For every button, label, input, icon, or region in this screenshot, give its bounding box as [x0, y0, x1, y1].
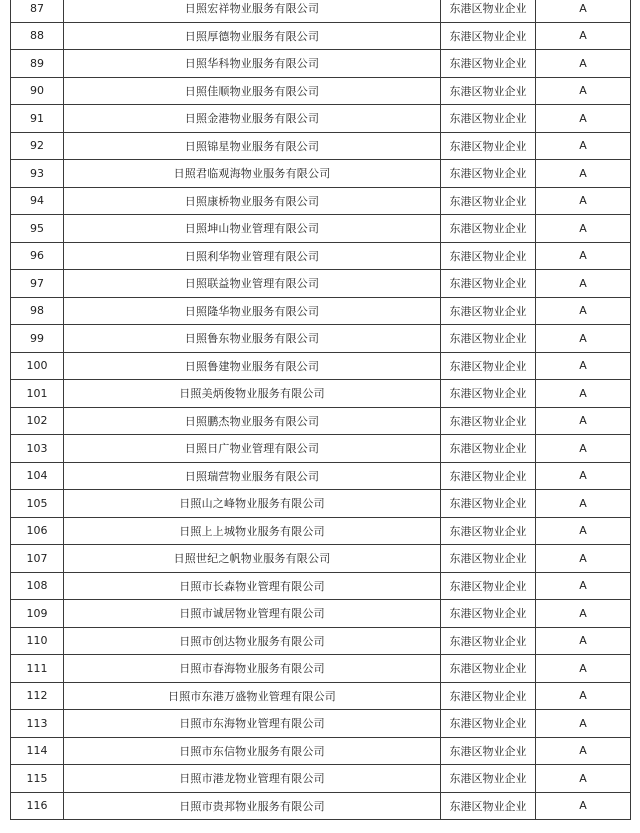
enterprise-category: 东港区物业企业 [441, 682, 536, 710]
enterprise-category: 东港区物业企业 [441, 0, 536, 22]
row-number: 116 [11, 792, 64, 820]
enterprise-category: 东港区物业企业 [441, 77, 536, 105]
company-name: 日照锦星物业服务有限公司 [64, 132, 441, 160]
company-name: 日照鲁建物业服务有限公司 [64, 352, 441, 380]
table-row [11, 132, 631, 160]
enterprise-category: 东港区物业企业 [441, 132, 536, 160]
company-name: 日照隆华物业服务有限公司 [64, 297, 441, 325]
table-row [11, 352, 631, 380]
credit-grade: A [536, 380, 631, 408]
row-number: 98 [11, 297, 64, 325]
credit-grade: A [536, 270, 631, 298]
credit-grade: A [536, 132, 631, 160]
credit-grade: A [536, 352, 631, 380]
company-name: 日照鲁东物业服务有限公司 [64, 325, 441, 353]
credit-grade: A [536, 682, 631, 710]
table-row [11, 105, 631, 133]
table-row [11, 572, 631, 600]
credit-grade: A [536, 297, 631, 325]
enterprise-category: 东港区物业企业 [441, 270, 536, 298]
row-number: 102 [11, 407, 64, 435]
company-name: 日照佳顺物业服务有限公司 [64, 77, 441, 105]
enterprise-category: 东港区物业企业 [441, 792, 536, 820]
table-row [11, 655, 631, 683]
enterprise-category: 东港区物业企业 [441, 710, 536, 738]
company-name: 日照日广物业管理有限公司 [64, 435, 441, 463]
enterprise-category: 东港区物业企业 [441, 407, 536, 435]
credit-grade: A [536, 765, 631, 793]
enterprise-category: 东港区物业企业 [441, 187, 536, 215]
company-name: 日照市港龙物业管理有限公司 [64, 765, 441, 793]
row-number: 91 [11, 105, 64, 133]
credit-grade: A [536, 105, 631, 133]
row-number: 111 [11, 655, 64, 683]
enterprise-category: 东港区物业企业 [441, 297, 536, 325]
company-rating-table [10, 0, 631, 820]
enterprise-category: 东港区物业企业 [441, 490, 536, 518]
company-name: 日照厚德物业服务有限公司 [64, 22, 441, 50]
company-name: 日照利华物业管理有限公司 [64, 242, 441, 270]
enterprise-category: 东港区物业企业 [441, 572, 536, 600]
enterprise-category: 东港区物业企业 [441, 215, 536, 243]
enterprise-category: 东港区物业企业 [441, 105, 536, 133]
table-row [11, 187, 631, 215]
table-row [11, 50, 631, 78]
table-row [11, 242, 631, 270]
company-name: 日照上上城物业服务有限公司 [64, 517, 441, 545]
row-number: 87 [11, 0, 64, 22]
enterprise-category: 东港区物业企业 [441, 600, 536, 628]
credit-grade: A [536, 435, 631, 463]
company-name: 日照宏祥物业服务有限公司 [64, 0, 441, 22]
company-name: 日照市东海物业管理有限公司 [64, 710, 441, 738]
row-number: 101 [11, 380, 64, 408]
row-number: 93 [11, 160, 64, 188]
table-row [11, 22, 631, 50]
credit-grade: A [536, 737, 631, 765]
enterprise-category: 东港区物业企业 [441, 22, 536, 50]
credit-grade: A [536, 627, 631, 655]
row-number: 103 [11, 435, 64, 463]
credit-grade: A [536, 572, 631, 600]
company-name: 日照市东港万盛物业管理有限公司 [64, 682, 441, 710]
company-name: 日照美炳俊物业服务有限公司 [64, 380, 441, 408]
credit-grade: A [536, 792, 631, 820]
company-name: 日照世纪之帆物业服务有限公司 [64, 545, 441, 573]
company-name: 日照市创达物业服务有限公司 [64, 627, 441, 655]
enterprise-category: 东港区物业企业 [441, 380, 536, 408]
company-name: 日照鹏杰物业服务有限公司 [64, 407, 441, 435]
table-row [11, 160, 631, 188]
enterprise-category: 东港区物业企业 [441, 352, 536, 380]
enterprise-category: 东港区物业企业 [441, 325, 536, 353]
enterprise-category: 东港区物业企业 [441, 242, 536, 270]
credit-grade: A [536, 0, 631, 22]
table-row [11, 77, 631, 105]
row-number: 96 [11, 242, 64, 270]
table-row [11, 380, 631, 408]
credit-grade: A [536, 490, 631, 518]
row-number: 89 [11, 50, 64, 78]
table-row [11, 270, 631, 298]
table-row [11, 297, 631, 325]
company-name: 日照瑞营物业服务有限公司 [64, 462, 441, 490]
credit-grade: A [536, 407, 631, 435]
row-number: 99 [11, 325, 64, 353]
credit-grade: A [536, 77, 631, 105]
enterprise-category: 东港区物业企业 [441, 765, 536, 793]
credit-grade: A [536, 187, 631, 215]
table-body [11, 0, 631, 820]
company-name: 日照君临观海物业服务有限公司 [64, 160, 441, 188]
table-row [11, 600, 631, 628]
enterprise-category: 东港区物业企业 [441, 462, 536, 490]
credit-grade: A [536, 242, 631, 270]
enterprise-category: 东港区物业企业 [441, 545, 536, 573]
row-number: 109 [11, 600, 64, 628]
row-number: 106 [11, 517, 64, 545]
table-row [11, 215, 631, 243]
table-row [11, 765, 631, 793]
row-number: 94 [11, 187, 64, 215]
table-row [11, 462, 631, 490]
row-number: 95 [11, 215, 64, 243]
credit-grade: A [536, 325, 631, 353]
row-number: 100 [11, 352, 64, 380]
enterprise-category: 东港区物业企业 [441, 517, 536, 545]
table-row [11, 710, 631, 738]
credit-grade: A [536, 215, 631, 243]
enterprise-category: 东港区物业企业 [441, 655, 536, 683]
enterprise-category: 东港区物业企业 [441, 50, 536, 78]
company-name: 日照市贵邦物业服务有限公司 [64, 792, 441, 820]
row-number: 113 [11, 710, 64, 738]
credit-grade: A [536, 50, 631, 78]
credit-grade: A [536, 600, 631, 628]
row-number: 97 [11, 270, 64, 298]
row-number: 107 [11, 545, 64, 573]
table-row [11, 682, 631, 710]
credit-grade: A [536, 655, 631, 683]
table-row [11, 792, 631, 820]
credit-grade: A [536, 462, 631, 490]
table-row [11, 490, 631, 518]
table-row [11, 325, 631, 353]
table-row [11, 627, 631, 655]
credit-grade: A [536, 22, 631, 50]
company-name: 日照坤山物业管理有限公司 [64, 215, 441, 243]
table-row [11, 0, 631, 22]
row-number: 114 [11, 737, 64, 765]
company-name: 日照华科物业服务有限公司 [64, 50, 441, 78]
credit-grade: A [536, 517, 631, 545]
row-number: 88 [11, 22, 64, 50]
row-number: 115 [11, 765, 64, 793]
company-name: 日照市春海物业服务有限公司 [64, 655, 441, 683]
row-number: 104 [11, 462, 64, 490]
table-row [11, 435, 631, 463]
company-name: 日照康桥物业服务有限公司 [64, 187, 441, 215]
table-row [11, 407, 631, 435]
row-number: 110 [11, 627, 64, 655]
row-number: 92 [11, 132, 64, 160]
table-row [11, 737, 631, 765]
company-name: 日照市东信物业服务有限公司 [64, 737, 441, 765]
company-name: 日照山之峰物业服务有限公司 [64, 490, 441, 518]
credit-grade: A [536, 160, 631, 188]
enterprise-category: 东港区物业企业 [441, 627, 536, 655]
row-number: 90 [11, 77, 64, 105]
enterprise-category: 东港区物业企业 [441, 737, 536, 765]
table-row [11, 517, 631, 545]
credit-grade: A [536, 710, 631, 738]
company-name: 日照联益物业管理有限公司 [64, 270, 441, 298]
credit-grade: A [536, 545, 631, 573]
company-name: 日照市长森物业管理有限公司 [64, 572, 441, 600]
table-row [11, 545, 631, 573]
row-number: 108 [11, 572, 64, 600]
enterprise-category: 东港区物业企业 [441, 435, 536, 463]
company-name: 日照市诚居物业管理有限公司 [64, 600, 441, 628]
enterprise-category: 东港区物业企业 [441, 160, 536, 188]
company-name: 日照金港物业服务有限公司 [64, 105, 441, 133]
row-number: 112 [11, 682, 64, 710]
row-number: 105 [11, 490, 64, 518]
